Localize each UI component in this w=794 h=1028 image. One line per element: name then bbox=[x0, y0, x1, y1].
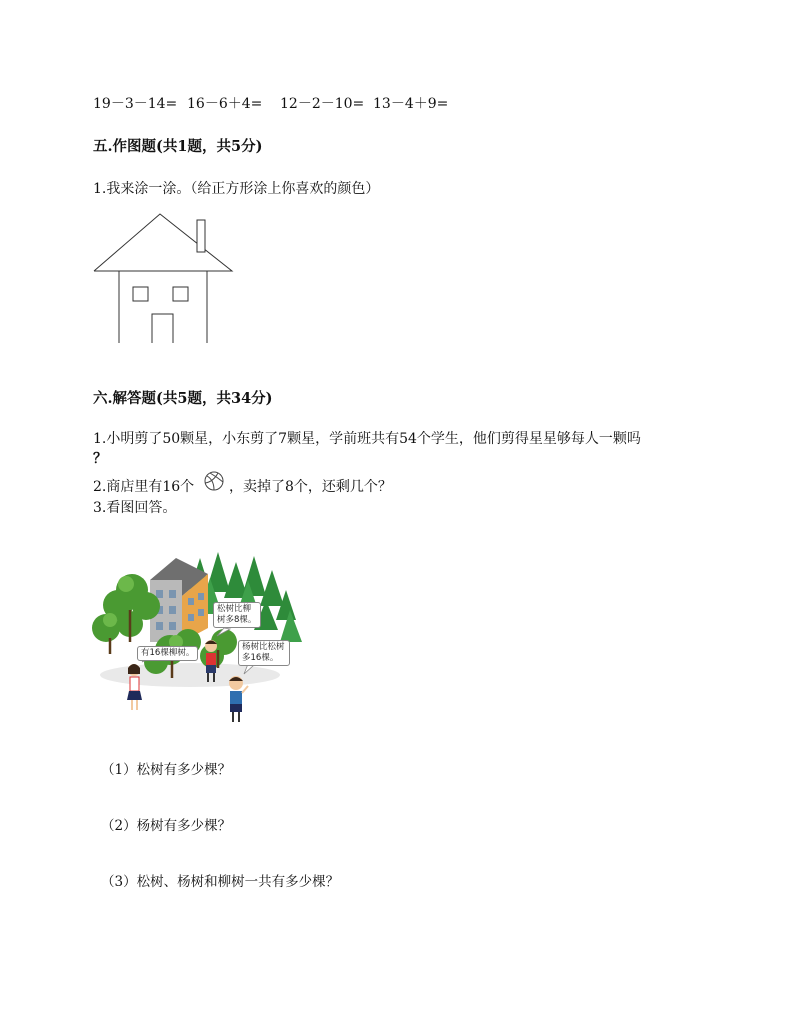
speech-bubble-pine: 松树比柳树多8棵。 bbox=[213, 602, 261, 628]
section-6-question-3: 3.看图回答。 bbox=[93, 500, 177, 516]
sub-question-2: （2）杨树有多少棵？ bbox=[101, 818, 232, 834]
sub-question-3: （3）松树、杨树和柳树一共有多少棵？ bbox=[101, 874, 340, 890]
section-5-title: 五.作图题(共1题，共5分) bbox=[93, 138, 263, 155]
volleyball-icon bbox=[203, 470, 225, 492]
section-6-question-1-cont: ？ bbox=[93, 451, 107, 467]
trees-illustration bbox=[90, 550, 305, 725]
section-6-question-2-prefix: 2.商店里有16个 bbox=[93, 479, 195, 495]
section-6-question-2-suffix: ，卖掉了8个，还剩几个？ bbox=[229, 479, 392, 495]
speech-bubble-willow: 有16棵柳树。 bbox=[137, 646, 198, 661]
equation-4: 13－4＋9= bbox=[373, 96, 449, 112]
sub-question-1: （1）松树有多少棵？ bbox=[101, 762, 232, 778]
section-6-question-1: 1.小明剪了50颗星，小东剪了7颗星，学前班共有54个学生，他们剪得星星够每人一颗吗 bbox=[93, 431, 641, 447]
speech-bubble-poplar: 杨树比松树多16棵。 bbox=[238, 640, 290, 666]
section-5-question-1: 1.我来涂一涂。（给正方形涂上你喜欢的颜色） bbox=[93, 181, 380, 197]
equation-1: 19－3－14= bbox=[93, 96, 178, 112]
section-6-title: 六.解答题(共5题，共34分) bbox=[93, 390, 273, 407]
house-drawing bbox=[90, 210, 238, 350]
equation-2: 16－6＋4= bbox=[187, 96, 263, 112]
equation-3: 12－2－10= bbox=[280, 96, 365, 112]
